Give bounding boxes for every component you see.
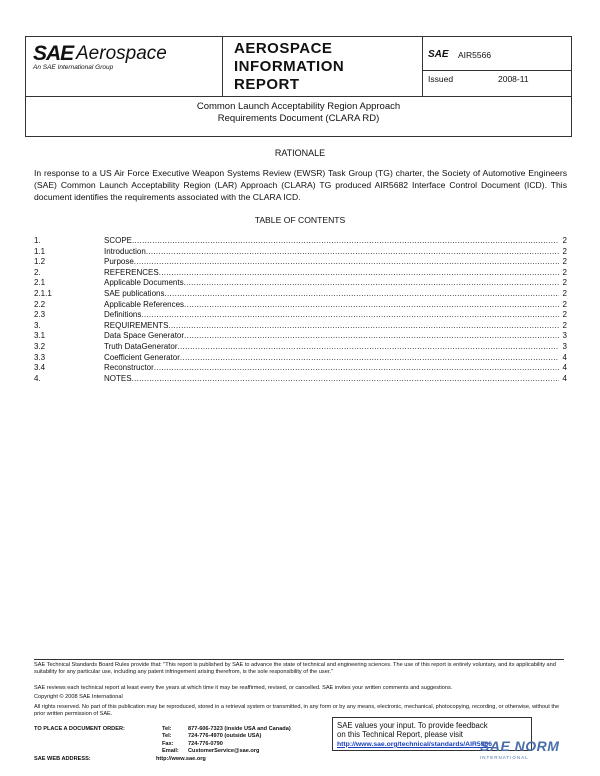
tel-label: Tel: (162, 726, 172, 732)
toc-entry-page: 2 (562, 310, 567, 320)
toc-entry-page: 3 (562, 331, 567, 341)
toc-entry-number: 1.1 (34, 246, 46, 256)
document-header (25, 36, 572, 97)
toc-entry-number: 2.3 (34, 310, 46, 320)
toc-entry[interactable] (34, 310, 567, 321)
toc-entry[interactable] (34, 300, 567, 311)
toc-entry[interactable] (34, 247, 567, 258)
feedback-line-2: on this Technical Report, please visit (337, 730, 463, 740)
toc-entry[interactable] (34, 257, 567, 268)
footer-disclaimer: SAE Technical Standards Board Rules provide that: "This report is published by SAE to advance the state of technical and engineering sciences. The use of this report is entirely voluntary, and its applicability and suitability for any particular use, including any patent infringement arising therefrom, is the sole responsibility of the user." (34, 662, 556, 676)
toc-dot-leader (146, 247, 559, 258)
toc-entry[interactable] (34, 374, 567, 385)
web-address-link[interactable]: http://www.sae.org (156, 756, 206, 762)
toc-entry-page: 4 (562, 363, 567, 373)
tel2-value: 724-776-4970 (outside USA) (188, 733, 262, 740)
toc-entry-number: 3.1 (34, 331, 46, 341)
toc-entry-page: 2 (562, 299, 567, 309)
toc-entry[interactable] (34, 289, 567, 300)
toc-dot-leader (132, 374, 559, 385)
watermark-subtext: INTERNATIONAL (480, 755, 529, 760)
toc-dot-leader (134, 257, 559, 268)
toc-entry[interactable] (34, 236, 567, 247)
toc-entry-title: REFERENCES (104, 267, 159, 277)
toc-dot-leader (178, 342, 559, 353)
toc-entry-number: 2.1 (34, 278, 46, 288)
toc-entry[interactable] (34, 353, 567, 364)
logo-sae-text: SAE (33, 42, 74, 65)
fax-value: 724-776-0790 (188, 740, 223, 747)
toc-entry-title: Applicable Documents (104, 278, 184, 288)
fax-label: Fax: (162, 740, 174, 747)
toc-entry-title: SCOPE (104, 236, 133, 245)
document-number-cell (422, 37, 571, 71)
toc-dot-leader (168, 321, 559, 332)
toc-entry-page: 2 (562, 267, 567, 277)
footer-copyright: Copyright © 2008 SAE International (34, 694, 123, 700)
toc-dot-leader (132, 236, 559, 247)
toc-entry-title: REQUIREMENTS (104, 320, 169, 330)
toc-entry-title: Purpose (104, 257, 134, 267)
toc-entry[interactable] (34, 363, 567, 374)
document-number: AIR5566 (458, 50, 492, 60)
order-label: TO PLACE A DOCUMENT ORDER: (34, 726, 125, 732)
toc-entry-page: 4 (562, 373, 567, 383)
toc-entry-number: 1. (34, 236, 41, 245)
toc-dot-leader (184, 331, 559, 342)
web-address-label: SAE WEB ADDRESS: (34, 756, 91, 762)
toc-entry[interactable] (34, 268, 567, 279)
toc-entry-title: Applicable References (104, 299, 185, 309)
toc-entry-number: 4. (34, 373, 41, 383)
footer-divider (34, 659, 564, 660)
document-title-box (25, 96, 572, 137)
title-line-1: AEROSPACE (234, 40, 333, 57)
toc-entry-page: 2 (562, 257, 567, 267)
feedback-line-1: SAE values your input. To provide feedback (337, 721, 488, 730)
toc-dot-leader (184, 278, 559, 289)
logo-aerospace-text: Aerospace (76, 43, 167, 64)
title-line-3: REPORT (234, 76, 300, 93)
toc-entry[interactable] (34, 321, 567, 332)
toc-dot-leader (180, 353, 559, 364)
issued-date: 2008-11 (498, 74, 529, 84)
logo-tagline: An SAE International Group (33, 64, 114, 71)
document-title-line-2: Requirements Document (CLARA RD) (217, 113, 380, 124)
rationale-paragraph: In response to a US Air Force Executive Weapon Systems Review (EWSR) Task Group (TG) charter, the Society of Automotive Engineers (SAE) Common Launch Acceptability Region (LAR) Approach (CLARA) TG produced AIR5682 Interface Control Document (ICD). This document identifies the requirements associated with the CLARA ICD. (34, 168, 567, 202)
toc-entry-number: 2.2 (34, 299, 46, 309)
feedback-link[interactable]: http://www.sae.org/technical/standards/AIR5566 (337, 740, 492, 748)
issued-label: Issued (428, 74, 454, 84)
tel2-label: Tel: (162, 733, 172, 740)
tel-value: 877-606-7323 (inside USA and Canada) (188, 726, 291, 732)
toc-entry-title: NOTES (104, 373, 132, 383)
toc-entry-page: 2 (562, 278, 567, 288)
toc-entry[interactable] (34, 331, 567, 342)
toc-entry-number: 3.4 (34, 363, 46, 373)
toc-dot-leader (184, 300, 559, 311)
sae-small-logo: SAE (428, 49, 449, 60)
title-line-2: INFORMATION (234, 58, 345, 75)
email-value[interactable]: CustomerService@sae.org (188, 748, 260, 755)
toc-entry-page: 4 (562, 352, 567, 362)
toc-dot-leader (141, 310, 559, 321)
toc-entry-title: Data Space Generator (104, 331, 185, 341)
toc-entry-number: 2.1.1 (34, 288, 52, 298)
toc-dot-leader (154, 363, 559, 374)
toc-entry-page: 2 (562, 288, 567, 298)
toc-entry-title: Coefficient Generator (104, 352, 180, 362)
table-of-contents (34, 236, 567, 384)
toc-entry-page: 3 (562, 341, 567, 351)
toc-entry-number: 1.2 (34, 257, 46, 267)
watermark-logo: SAE NORM (480, 738, 560, 754)
toc-entry[interactable] (34, 278, 567, 289)
toc-dot-leader (164, 289, 559, 300)
document-title-line-1: Common Launch Acceptability Region Approach (196, 101, 401, 112)
report-type-title (222, 37, 423, 96)
footer-rights: All rights reserved. No part of this publication may be reproduced, stored in a retrieval system or transmitted, in any form or by any means, electronic, mechanical, photocopying, recording, or otherwise, without the prior written permission of SAE. (34, 704, 560, 718)
toc-entry-page: 2 (562, 236, 567, 245)
footer-review-note: SAE reviews each technical report at least every five years at which time it may be reaffirmed, revised, or cancelled. SAE invites your written comments and suggestions. (34, 685, 453, 691)
toc-entry-title: Reconstructor (104, 363, 154, 373)
toc-entry-title: Truth DataGenerator (104, 341, 178, 351)
toc-entry-title: Introduction (104, 246, 146, 256)
toc-entry-page: 2 (562, 246, 567, 256)
toc-dot-leader (159, 268, 559, 279)
toc-entry-title: SAE publications (104, 288, 165, 298)
issued-cell (422, 71, 571, 96)
sae-aerospace-logo (26, 37, 223, 96)
toc-entry-number: 2. (34, 267, 41, 277)
toc-heading: TABLE OF CONTENTS (254, 215, 346, 225)
toc-entry-number: 3.2 (34, 341, 46, 351)
toc-entry-page: 2 (562, 320, 567, 330)
toc-entry[interactable] (34, 342, 567, 353)
toc-entry-number: 3. (34, 320, 41, 330)
toc-entry-number: 3.3 (34, 352, 46, 362)
rationale-heading: RATIONALE (274, 148, 326, 158)
email-label: Email: (162, 748, 179, 755)
toc-entry-title: Definitions (104, 310, 142, 320)
